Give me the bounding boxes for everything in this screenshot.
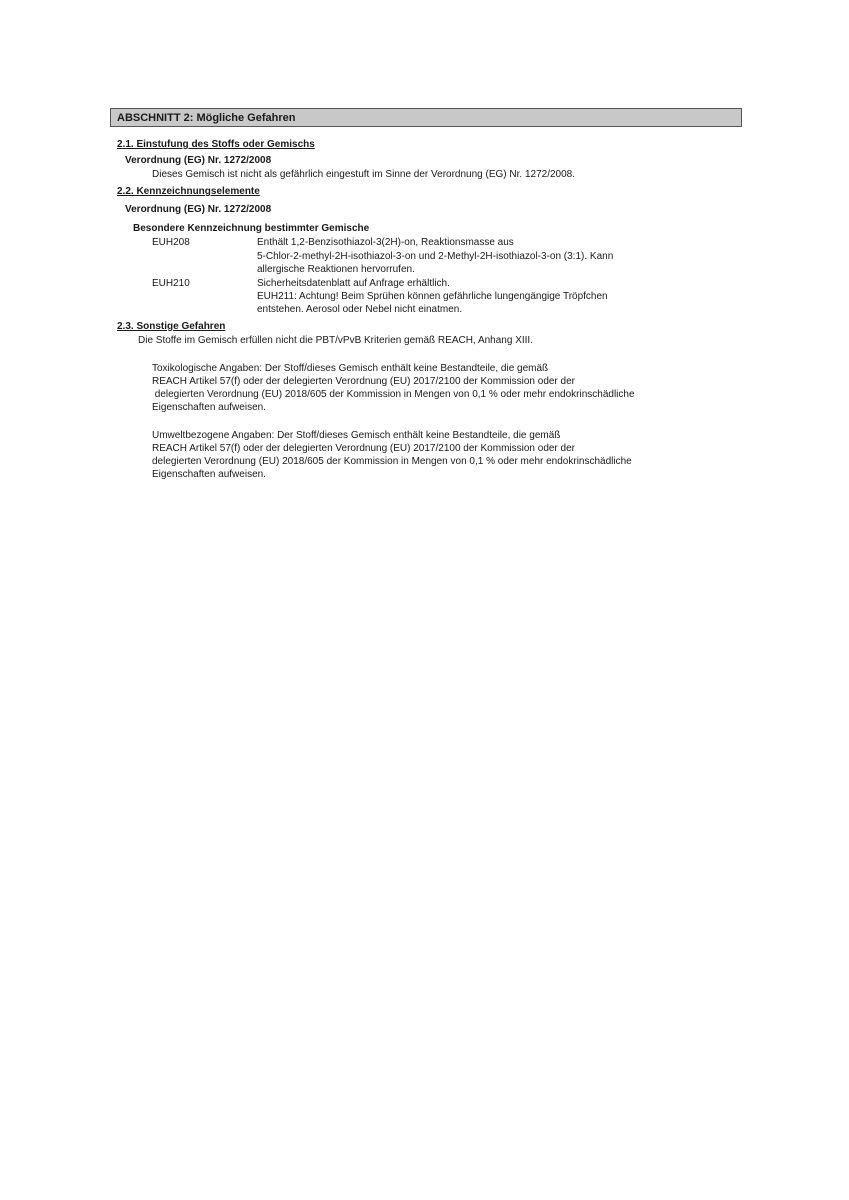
s21-regulation: Verordnung (EG) Nr. 1272/2008	[125, 155, 272, 166]
tox-line: Eigenschaften aufweisen.	[152, 402, 266, 413]
env-line: delegierten Verordnung (EU) 2018/605 der Kommission in Mengen von 0,1 % oder mehr endokrinschädliche	[152, 456, 632, 467]
section-title: ABSCHNITT 2: Mögliche Gefahren	[110, 108, 742, 127]
s22-regulation: Verordnung (EG) Nr. 1272/2008	[125, 204, 272, 215]
euh210-line: Sicherheitsdatenblatt auf Anfrage erhältlich.	[257, 278, 450, 289]
euh208-line: 5-Chlor-2-methyl-2H-isothiazol-3-on und 2-Methyl-2H-isothiazol-3-on (3:1). Kann	[257, 251, 614, 262]
s21-heading: 2.1. Einstufung des Stoffs oder Gemischs	[117, 139, 315, 150]
s23-pbt: Die Stoffe im Gemisch erfüllen nicht die PBT/vPvB Kriterien gemäß REACH, Anhang XIII.	[138, 335, 533, 346]
env-line: Umweltbezogene Angaben: Der Stoff/dieses Gemisch enthält keine Bestandteile, die gemäß	[152, 430, 561, 441]
euh210-line: entstehen. Aerosol oder Nebel nicht einatmen.	[257, 304, 463, 315]
tox-line: Toxikologische Angaben: Der Stoff/dieses Gemisch enthält keine Bestandteile, die gemäß	[152, 363, 549, 374]
env-line: REACH Artikel 57(f) oder der delegierten Verordnung (EU) 2017/2100 der Kommission oder der	[152, 443, 575, 454]
tox-line: REACH Artikel 57(f) oder der delegierten Verordnung (EU) 2017/2100 der Kommission oder der	[152, 376, 575, 387]
s22-heading: 2.2. Kennzeichnungselemente	[117, 186, 260, 197]
s23-heading: 2.3. Sonstige Gefahren	[117, 321, 226, 332]
euh208-line: allergische Reaktionen hervorrufen.	[257, 264, 415, 275]
env-line: Eigenschaften aufweisen.	[152, 469, 266, 480]
s21-text: Dieses Gemisch ist nicht als gefährlich eingestuft im Sinne der Verordnung (EG) Nr. 1272/2008.	[152, 169, 575, 180]
euh210-line: EUH211: Achtung! Beim Sprühen können gefährliche lungengängige Tröpfchen	[257, 291, 608, 302]
tox-line: delegierten Verordnung (EU) 2018/605 der Kommission in Mengen von 0,1 % oder mehr endokrinschädliche	[152, 389, 635, 400]
euh208-code: EUH208	[152, 237, 190, 248]
s22-special-heading: Besondere Kennzeichnung bestimmter Gemische	[133, 223, 370, 234]
euh210-code: EUH210	[152, 278, 190, 289]
euh208-line: Enthält 1,2-Benzisothiazol-3(2H)-on, Reaktionsmasse aus	[257, 237, 514, 248]
